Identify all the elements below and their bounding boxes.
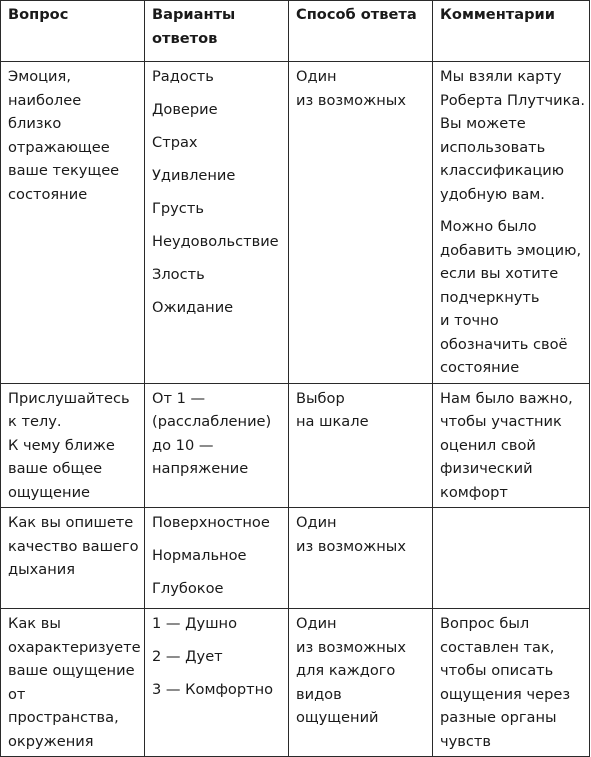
comment-line: Можно было <box>440 218 537 235</box>
comment-line: ощущения через <box>440 685 571 703</box>
comment-line: использовать <box>440 138 546 156</box>
comment-line: физический <box>440 460 533 477</box>
comment-line: если вы хотите <box>440 265 559 282</box>
comment-line: Вы можете <box>440 115 526 132</box>
question-line: ваше текущее <box>8 162 120 179</box>
header-row <box>1 1 590 62</box>
comment-line: Нам было важно, <box>440 389 573 407</box>
question-cell <box>1 508 145 609</box>
option-item: Нормальное <box>152 547 247 564</box>
question-line: К чему ближе <box>8 436 115 454</box>
comment-line: оценил свой <box>440 436 536 454</box>
option-item: напряжение <box>152 460 249 477</box>
comment-line: чувств <box>440 732 491 750</box>
question-cell <box>1 383 145 508</box>
question-line: к телу. <box>8 413 62 430</box>
option-item: Глубокое <box>152 580 224 597</box>
option-item: Удивление <box>152 167 236 184</box>
option-item: до 10 — <box>152 436 214 454</box>
option-item: Злость <box>152 266 205 283</box>
comment-line: чтобы описать <box>440 662 554 679</box>
header-text: Способ ответа <box>296 6 417 23</box>
comment-paragraph <box>440 215 585 380</box>
question-line: охарактеризуете <box>8 638 141 656</box>
question-line: Прислушайтесь <box>8 389 130 407</box>
comment-paragraph <box>440 65 585 206</box>
option-item: От 1 — <box>152 389 206 407</box>
comment-line: чтобы участник <box>440 413 562 430</box>
option-item: Доверие <box>152 101 218 118</box>
header-comment <box>433 1 590 62</box>
method-line: Один <box>296 615 337 632</box>
method-line: из возможных <box>296 537 406 555</box>
option-item: 2 — Дует <box>152 648 223 665</box>
method-line: из возможных <box>296 638 406 656</box>
header-question <box>1 1 145 62</box>
question-line: состояние <box>8 185 88 203</box>
options-cell <box>145 609 289 757</box>
option-item: Поверхностное <box>152 514 270 531</box>
header-method <box>289 1 433 62</box>
comment-cell <box>433 609 590 757</box>
comment-line: комфорт <box>440 483 508 501</box>
question-line: окружения <box>8 732 94 750</box>
comment-line: обозначить своё <box>440 335 568 353</box>
options-cell <box>145 62 289 384</box>
question-line: от пространства, <box>8 685 119 726</box>
table-row <box>1 609 590 757</box>
method-cell <box>289 508 433 609</box>
method-cell <box>289 609 433 757</box>
comment-line: Мы взяли карту <box>440 68 562 85</box>
options-cell <box>145 383 289 508</box>
method-line: видов ощущений <box>296 685 379 726</box>
method-cell <box>289 62 433 384</box>
question-line: дыхания <box>8 561 75 578</box>
comment-cell <box>433 62 590 384</box>
question-line: качество вашего <box>8 537 139 555</box>
comment-line: подчеркнуть <box>440 288 540 306</box>
header-text: ответов <box>152 29 218 47</box>
option-item: Неудовольствие <box>152 233 279 250</box>
option-item: Ожидание <box>152 299 234 316</box>
question-cell <box>1 609 145 757</box>
header-options <box>145 1 289 62</box>
comment-cell <box>433 508 590 609</box>
method-line: из возможных <box>296 91 406 109</box>
method-line: Один <box>296 68 337 85</box>
option-item: (расслабление) <box>152 413 272 430</box>
comment-cell <box>433 383 590 508</box>
comment-line: составлен так, <box>440 638 555 656</box>
question-cell <box>1 62 145 384</box>
comment-line: добавить эмоцию, <box>440 241 582 259</box>
method-line: Один <box>296 514 337 531</box>
method-line: Выбор <box>296 389 345 407</box>
question-line: близко <box>8 115 62 132</box>
header-text: Комментарии <box>440 6 555 23</box>
question-line: ощущение <box>8 483 91 501</box>
question-line: наиболее <box>8 91 82 109</box>
question-line: Как вы опишете <box>8 514 134 531</box>
question-line: Эмоция, <box>8 68 71 85</box>
comment-line: и точно <box>440 312 499 329</box>
question-line: ваше общее <box>8 460 103 477</box>
table-row <box>1 62 590 384</box>
table-row <box>1 383 590 508</box>
method-line: для каждого <box>296 662 396 679</box>
header-text: Вопрос <box>8 6 69 23</box>
method-cell <box>289 383 433 508</box>
option-item: 3 — Комфортно <box>152 681 274 698</box>
method-line: на шкале <box>296 413 369 430</box>
option-item: Страх <box>152 134 198 151</box>
option-item: Грусть <box>152 200 204 217</box>
comment-line: состояние <box>440 359 520 376</box>
comment-line: Вопрос был <box>440 615 530 632</box>
question-line: ваше ощущение <box>8 662 135 679</box>
options-cell <box>145 508 289 609</box>
comment-line: удобную вам. <box>440 185 545 203</box>
question-line: отражающее <box>8 138 110 156</box>
comment-line: разные органы <box>440 709 557 726</box>
header-text: Варианты <box>152 6 236 23</box>
question-line: Как вы <box>8 615 61 632</box>
comment-line: Роберта Плутчика. <box>440 91 585 109</box>
option-item: 1 — Душно <box>152 615 238 632</box>
table-row <box>1 508 590 609</box>
option-item: Радость <box>152 68 214 85</box>
comment-line: классификацию <box>440 162 565 179</box>
